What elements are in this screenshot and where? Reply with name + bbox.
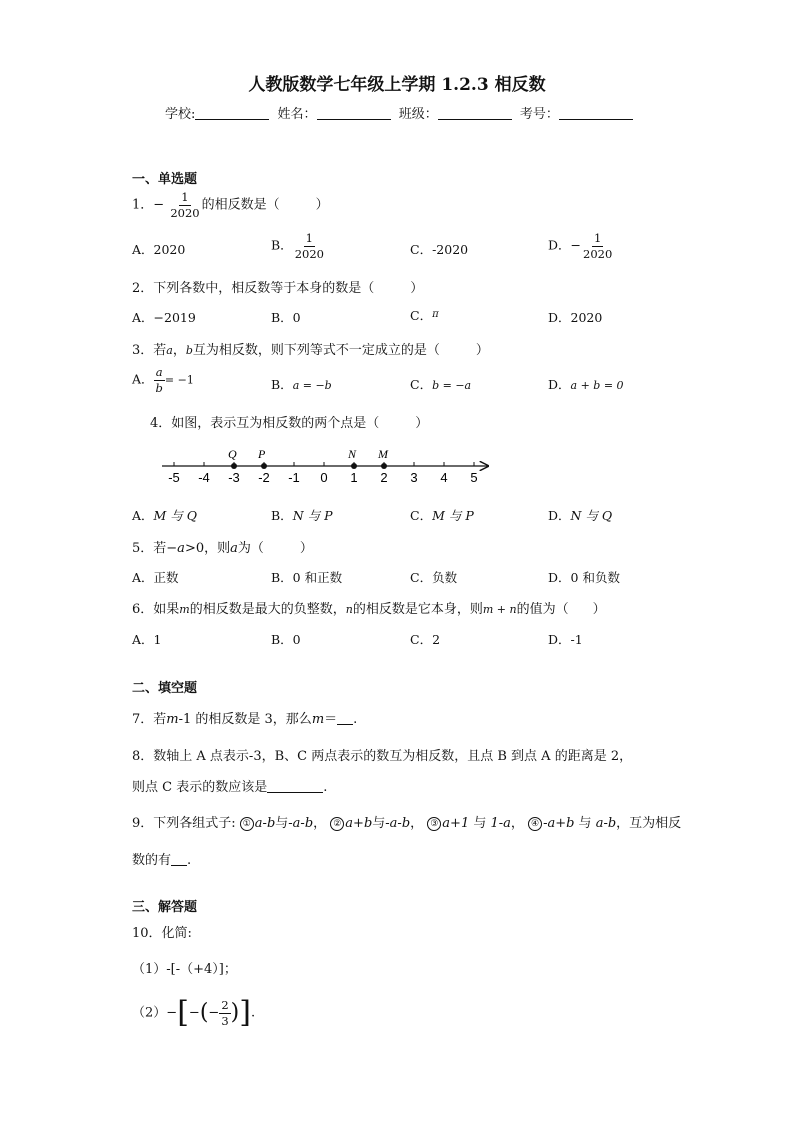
- number-label: 考号：: [519, 107, 559, 122]
- q6-option-b[interactable]: B．0: [271, 632, 301, 647]
- number-line-tick-label: -4: [198, 470, 210, 485]
- question-4: 4．如图，表示互为相反数的两个点是（ ）: [150, 416, 429, 431]
- q8-answer-blank[interactable]: [267, 780, 323, 793]
- q1-option-a[interactable]: A．2020: [132, 242, 186, 257]
- number-line-tick-label: -1: [288, 470, 300, 485]
- school-blank[interactable]: [195, 106, 269, 120]
- q1-option-d[interactable]: D．− $\frac{1}{2020}$: [548, 231, 613, 261]
- class-label: 班级：: [398, 107, 438, 122]
- q6-option-d[interactable]: D．-1: [548, 632, 583, 647]
- q7-answer-blank[interactable]: [337, 712, 353, 725]
- number-line-tick-label: -3: [228, 470, 240, 485]
- q5-option-b[interactable]: B．0 和正数: [271, 570, 343, 585]
- page-title: 人教版数学七年级上学期 1.2.3 相反数: [248, 75, 546, 95]
- q2-option-d[interactable]: D．2020: [548, 310, 603, 325]
- q2-option-a[interactable]: A．−2019: [132, 310, 196, 325]
- question-8-line-2: 则点 C 表示的数应该是 .: [132, 780, 328, 795]
- number-line-tick-label: 2: [380, 470, 388, 485]
- q2-option-b[interactable]: B．0: [271, 310, 301, 325]
- q6-option-c[interactable]: C．2: [410, 632, 441, 647]
- question-1: 1．− $\frac{1}{2020}$ 的相反数是（ ）: [132, 190, 329, 220]
- number-line-tick-label: -5: [168, 470, 180, 485]
- number-line-point-q: [231, 463, 237, 469]
- question-6: 6．如果m的相反数是最大的负整数，n的相反数是它本身，则m + n的值为（ ）: [132, 602, 606, 617]
- number-line-point-m: [381, 463, 387, 469]
- q3-option-a[interactable]: A． $\frac{a}{b}$ = −1: [132, 365, 194, 395]
- section-heading-solve: 三、解答题: [132, 900, 198, 915]
- question-9-line-2: 数的有 .: [132, 853, 192, 868]
- q2-option-c[interactable]: C．$^\pi$: [410, 308, 439, 323]
- q3-option-d[interactable]: D．a + b = 0: [548, 377, 624, 392]
- question-2: 2．下列各数中，相反数等于本身的数是（ ）: [132, 281, 424, 296]
- q5-option-c[interactable]: C．负数: [410, 570, 458, 585]
- q5-option-a[interactable]: A．正数: [132, 570, 179, 585]
- question-3: 3．若a，b互为相反数，则下列等式不一定成立的是（ ）: [132, 343, 489, 358]
- fraction: $\frac{1}{2020}$: [170, 190, 200, 220]
- question-7: 7．若m-1 的相反数是 3，那么m＝ .: [132, 712, 358, 727]
- q4-option-d[interactable]: D．N 与 Q: [548, 508, 613, 523]
- q1-option-c[interactable]: C．-2020: [410, 242, 469, 257]
- q9-answer-blank[interactable]: [171, 853, 187, 866]
- number-line-tick-label: 0: [320, 470, 328, 485]
- section-heading-fill-blank: 二、填空题: [132, 681, 198, 696]
- number-line-tick-label: 3: [410, 470, 418, 485]
- q5-option-d[interactable]: D．0 和负数: [548, 570, 620, 585]
- number-blank[interactable]: [559, 106, 633, 120]
- q3-option-b[interactable]: B．a = −b: [271, 377, 332, 392]
- q1-option-b[interactable]: B． $\frac{1}{2020}$: [271, 231, 324, 261]
- name-label: 姓名：: [277, 107, 317, 122]
- q6-option-a[interactable]: A．1: [132, 632, 162, 647]
- section-heading-single-choice: 一、单选题: [132, 172, 198, 187]
- question-8-line-1: 8．数轴上 A 点表示-3，B、C 两点表示的数互为相反数，且点 B 到点 A 的距离是 2，: [132, 749, 633, 764]
- q4-option-a[interactable]: A．M 与 Q: [132, 508, 198, 523]
- question-10: 10．化简:: [132, 926, 192, 941]
- student-info-line: [165, 103, 637, 122]
- question-10-part-2: （2）−[−(− $\frac{2}{3}$ )].: [132, 995, 256, 1030]
- number-line-point-label: N: [348, 447, 357, 461]
- question-5: 5．若−a>0，则a为（ ）: [132, 541, 313, 556]
- q4-option-c[interactable]: C．M 与 P: [410, 508, 474, 523]
- number-line-point-label: Q: [228, 447, 237, 461]
- number-line-point-label: P: [258, 447, 266, 461]
- number-line-tick-label: 5: [470, 470, 478, 485]
- name-blank[interactable]: [317, 106, 391, 120]
- school-label: 学校:: [165, 107, 196, 122]
- q4-option-b[interactable]: B．N 与 P: [271, 508, 333, 523]
- number-line-tick-label: 4: [440, 470, 448, 485]
- number-line-figure: [150, 440, 500, 490]
- q3-option-c[interactable]: C．b = −a: [410, 377, 472, 392]
- number-line-point-n: [351, 463, 357, 469]
- number-line-tick-label: 1: [350, 470, 358, 485]
- number-line-point-label: M: [378, 447, 388, 461]
- question-10-part-1: （1）-[-（+4）]；: [132, 962, 237, 977]
- class-blank[interactable]: [438, 106, 512, 120]
- number-line-point-p: [261, 463, 267, 469]
- question-9-line-1: 9．下列各组式子: ① a-b与-a-b， ② a+b与-a-b， ③ a+1 与 1-a， ④ -a+b 与 a-b，互为相反: [132, 816, 682, 831]
- number-line-tick-label: -2: [258, 470, 270, 485]
